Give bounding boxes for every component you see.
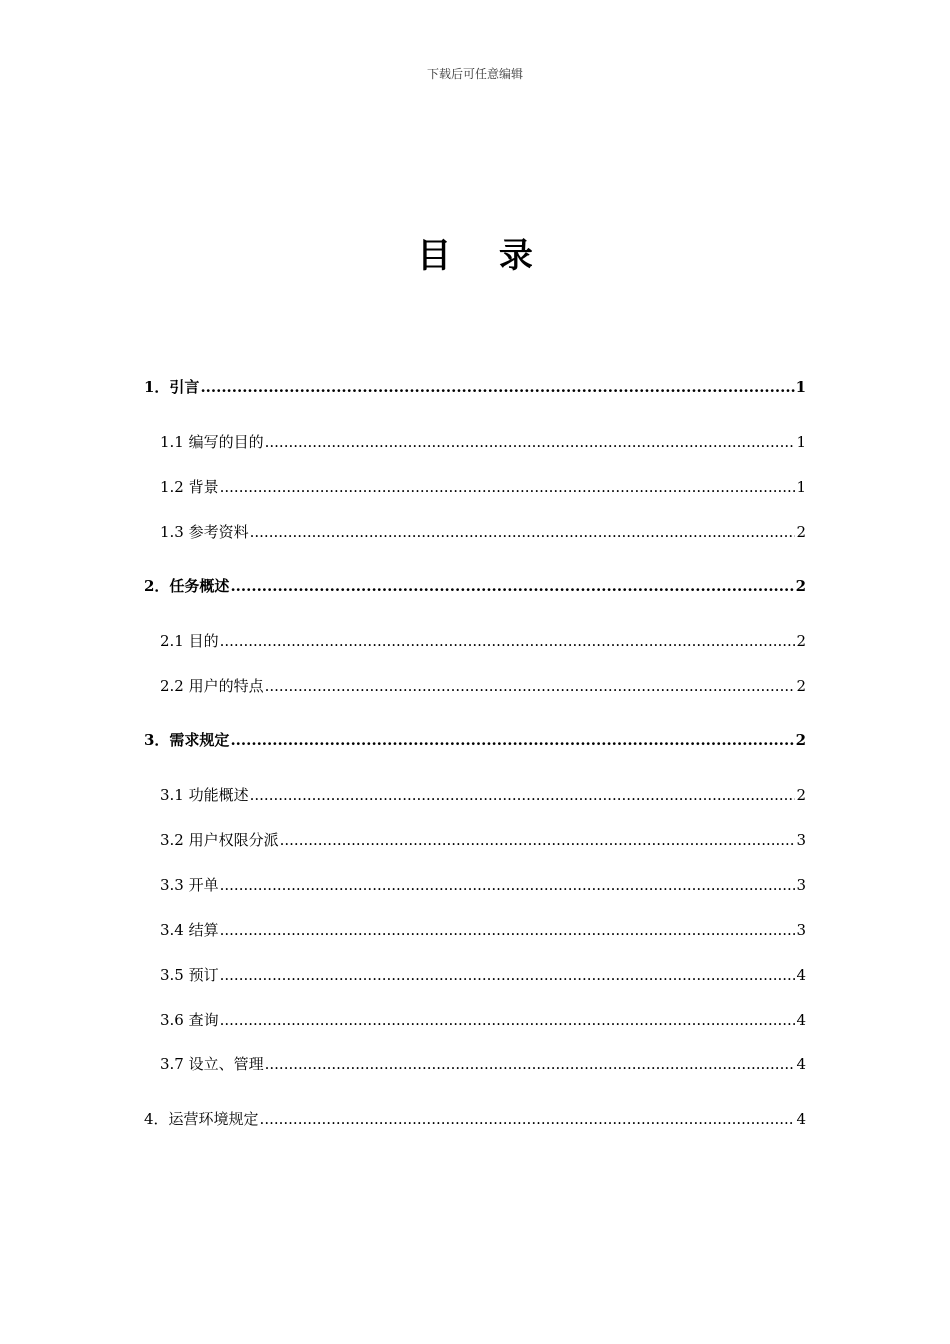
toc-dot-leader — [265, 1054, 796, 1074]
page-title: 目 录 — [417, 236, 551, 276]
toc-entry-label: 1.3 参考资料 — [160, 523, 249, 541]
toc-entry-label: 3.1 功能概述 — [160, 786, 249, 804]
toc-entry-label: 3.7 设立、管理 — [160, 1055, 264, 1073]
toc-entry[interactable] — [160, 965, 806, 985]
toc-page-number: 4 — [796, 1110, 806, 1128]
toc-entry[interactable] — [160, 1054, 806, 1074]
toc-dot-leader — [220, 875, 796, 895]
toc-page-number: 2 — [795, 731, 806, 749]
toc-entry[interactable] — [144, 576, 806, 596]
toc-entry[interactable] — [144, 377, 806, 397]
toc-entry[interactable] — [160, 522, 806, 542]
toc-page-number: 2 — [796, 523, 806, 541]
toc-page-number: 3 — [796, 876, 806, 894]
toc-entry-label: 3.2 用户权限分派 — [160, 831, 279, 849]
toc-entry-label: 1.2 背景 — [160, 478, 219, 496]
toc-page-number: 4 — [796, 1055, 806, 1073]
toc-entry-label: 2．任务概述 — [144, 577, 230, 595]
toc-entry-label: 3.4 结算 — [160, 921, 219, 939]
toc-entry[interactable] — [160, 830, 806, 850]
toc-dot-leader — [220, 920, 796, 940]
toc-entry[interactable] — [160, 432, 806, 452]
toc-page-number: 3 — [796, 831, 806, 849]
toc-dot-leader — [280, 830, 796, 850]
toc-dot-leader — [230, 730, 794, 750]
toc-entry[interactable] — [160, 875, 806, 895]
toc-entry[interactable] — [144, 1109, 806, 1129]
toc-entry-label: 4．运营环境规定 — [144, 1110, 259, 1128]
toc-entry[interactable] — [160, 785, 806, 805]
toc-entry-label: 3.3 开单 — [160, 876, 219, 894]
toc-entry[interactable] — [144, 730, 806, 750]
toc-entry-label: 1.1 编写的目的 — [160, 433, 264, 451]
toc-entry[interactable] — [160, 477, 806, 497]
toc-dot-leader — [200, 377, 794, 397]
toc-entry-label: 3.6 查询 — [160, 1011, 219, 1029]
toc-entry[interactable] — [160, 1010, 806, 1030]
toc-dot-leader — [250, 785, 796, 805]
toc-page-number: 2 — [796, 632, 806, 650]
toc-entry-label: 2.2 用户的特点 — [160, 677, 264, 695]
toc-dot-leader — [250, 522, 796, 542]
toc-dot-leader — [220, 631, 796, 651]
toc-page-number: 4 — [796, 966, 806, 984]
toc-page-number: 1 — [795, 378, 806, 396]
toc-entry[interactable] — [160, 631, 806, 651]
toc-entry-label: 1．引言 — [144, 378, 200, 396]
header-note: 下载后可任意编辑 — [426, 67, 523, 81]
toc-dot-leader — [230, 576, 794, 596]
toc-page-number: 4 — [796, 1011, 806, 1029]
toc-page-number: 2 — [796, 786, 806, 804]
toc-dot-leader — [220, 477, 796, 497]
toc-dot-leader — [220, 1010, 796, 1030]
toc-page-number: 3 — [796, 921, 806, 939]
toc-entry[interactable] — [160, 920, 806, 940]
toc-page-number: 2 — [796, 677, 806, 695]
toc-entry-label: 2.1 目的 — [160, 632, 219, 650]
toc-dot-leader — [260, 1109, 796, 1129]
toc-entry-label: 3.5 预订 — [160, 966, 219, 984]
toc-dot-leader — [220, 965, 796, 985]
toc-entry-label: 3．需求规定 — [144, 731, 230, 749]
toc-page-number: 1 — [796, 433, 806, 451]
toc-page-number: 2 — [795, 577, 806, 595]
toc-entry[interactable] — [160, 676, 806, 696]
toc-dot-leader — [265, 432, 796, 452]
toc-page-number: 1 — [796, 478, 806, 496]
toc-dot-leader — [265, 676, 796, 696]
